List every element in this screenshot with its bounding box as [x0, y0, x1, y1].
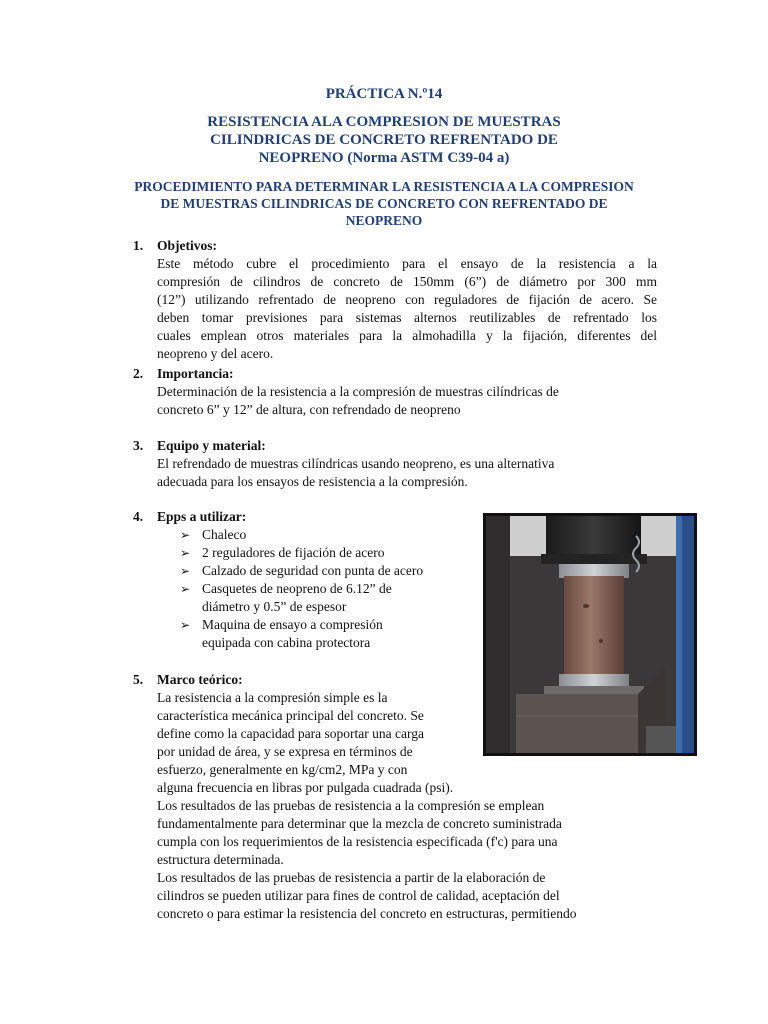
body-line: alguna frecuencia en libras por pulgada cuadrada (psi).: [157, 780, 454, 795]
body-line: cumpla con los requerimientos de la resistencia especificada (f'c) para una: [157, 834, 558, 849]
section-body: [157, 255, 657, 363]
section-number: 3.: [133, 438, 144, 453]
arrow-bullet-icon: ➢: [180, 546, 191, 560]
section-body: [157, 689, 657, 923]
list-item-text: Casquetes de neopreno de 6.12” de: [202, 581, 392, 596]
arrow-bullet-icon: ➢: [180, 618, 191, 632]
body-line: estructura determinada.: [157, 852, 284, 867]
body-line: deben tomar previsiones para sistemas alternos reutilizables de refrentado los: [157, 310, 657, 325]
body-line: esfuerzo, generalmente en kg/cm2, MPa y con: [157, 762, 408, 777]
list-item: [180, 580, 470, 616]
arrow-bullet-icon: ➢: [180, 582, 191, 596]
body-line: cuales emplean otros materiales para la almohadilla y la fijación, diferentes del: [157, 328, 657, 343]
epps-list: [180, 526, 470, 652]
body-line: neopreno y del acero.: [157, 346, 274, 361]
arrow-bullet-icon: ➢: [180, 564, 191, 578]
main-title-line: NEOPRENO (Norma ASTM C39-04 a): [258, 150, 510, 166]
section-number: 5.: [133, 672, 144, 687]
list-item-text: equipada con cabina protectora: [202, 635, 371, 650]
procedure-title-line: DE MUESTRAS CILINDRICAS DE CONCRETO CON REFRENTADO DE: [160, 196, 608, 211]
body-line: compresión de cilindros de concreto de 150mm (6”) de diámetro por 300 mm: [157, 274, 657, 289]
section-heading: Epps a utilizar:: [157, 509, 247, 524]
list-item-text: Chaleco: [202, 527, 247, 542]
practice-title: PRÁCTICA N.º14: [325, 86, 443, 102]
section-heading: Marco teórico:: [157, 672, 243, 687]
body-line: Determinación de la resistencia a la compresión de muestras cilíndricas de: [157, 384, 559, 399]
body-line: La resistencia a la compresión simple es la: [157, 690, 388, 705]
list-item-text: diámetro y 0.5” de espesor: [202, 599, 347, 614]
body-line: característica mecánica principal del concreto. Se: [157, 708, 424, 723]
body-line: fundamentalmente para determinar que la mezcla de concreto suministrada: [157, 816, 562, 831]
list-item: [180, 616, 470, 652]
main-title-line: RESISTENCIA ALA COMPRESION DE MUESTRAS: [207, 114, 561, 130]
list-item-text: 2 reguladores de fijación de acero: [202, 545, 385, 560]
body-line: Este método cubre el procedimiento para el ensayo de la resistencia a la: [157, 256, 657, 271]
section-heading: Objetivos:: [157, 238, 217, 253]
body-line: Los resultados de las pruebas de resistencia a la compresión se emplean: [157, 798, 545, 813]
procedure-title: [0, 178, 768, 229]
body-line: El refrendado de muestras cilíndricas usando neopreno, es una alternativa: [157, 456, 555, 471]
procedure-title-line: NEOPRENO: [345, 213, 423, 228]
list-item: [180, 562, 470, 580]
section-number: 1.: [133, 238, 144, 253]
body-line: concreto 6” y 12” de altura, con refrendado de neopreno: [157, 402, 461, 417]
body-line: adecuada para los ensayos de resistencia a la compresión.: [157, 474, 468, 489]
list-item: [180, 526, 470, 544]
body-line: (12”) utilizando refrentado de neopreno con reguladores de fijación de acero. Se: [157, 292, 657, 307]
body-line: concreto o para estimar la resistencia del concreto en estructuras, permitiendo: [157, 906, 577, 921]
list-item-text: Maquina de ensayo a compresión: [202, 617, 383, 632]
list-item: [180, 544, 470, 562]
main-title: [0, 113, 768, 167]
main-title-line: CILINDRICAS DE CONCRETO REFRENTADO DE: [210, 132, 558, 148]
body-line: define como la capacidad para soportar una carga: [157, 726, 424, 741]
section-heading: Equipo y material:: [157, 438, 266, 453]
body-line: por unidad de área, y se expresa en términos de: [157, 744, 413, 759]
section-heading: Importancia:: [157, 366, 234, 381]
arrow-bullet-icon: ➢: [180, 528, 191, 542]
section-body: [157, 383, 657, 419]
procedure-title-line: PROCEDIMIENTO PARA DETERMINAR LA RESISTENCIA A LA COMPRESION: [134, 179, 634, 194]
section-number: 4.: [133, 509, 144, 524]
section-number: 2.: [133, 366, 144, 381]
list-item-text: Calzado de seguridad con punta de acero: [202, 563, 424, 578]
section-body: [157, 455, 657, 491]
body-line: Los resultados de las pruebas de resistencia a partir de la elaboración de: [157, 870, 546, 885]
body-line: cilindros se pueden utilizar para fines de control de calidad, aceptación del: [157, 888, 560, 903]
